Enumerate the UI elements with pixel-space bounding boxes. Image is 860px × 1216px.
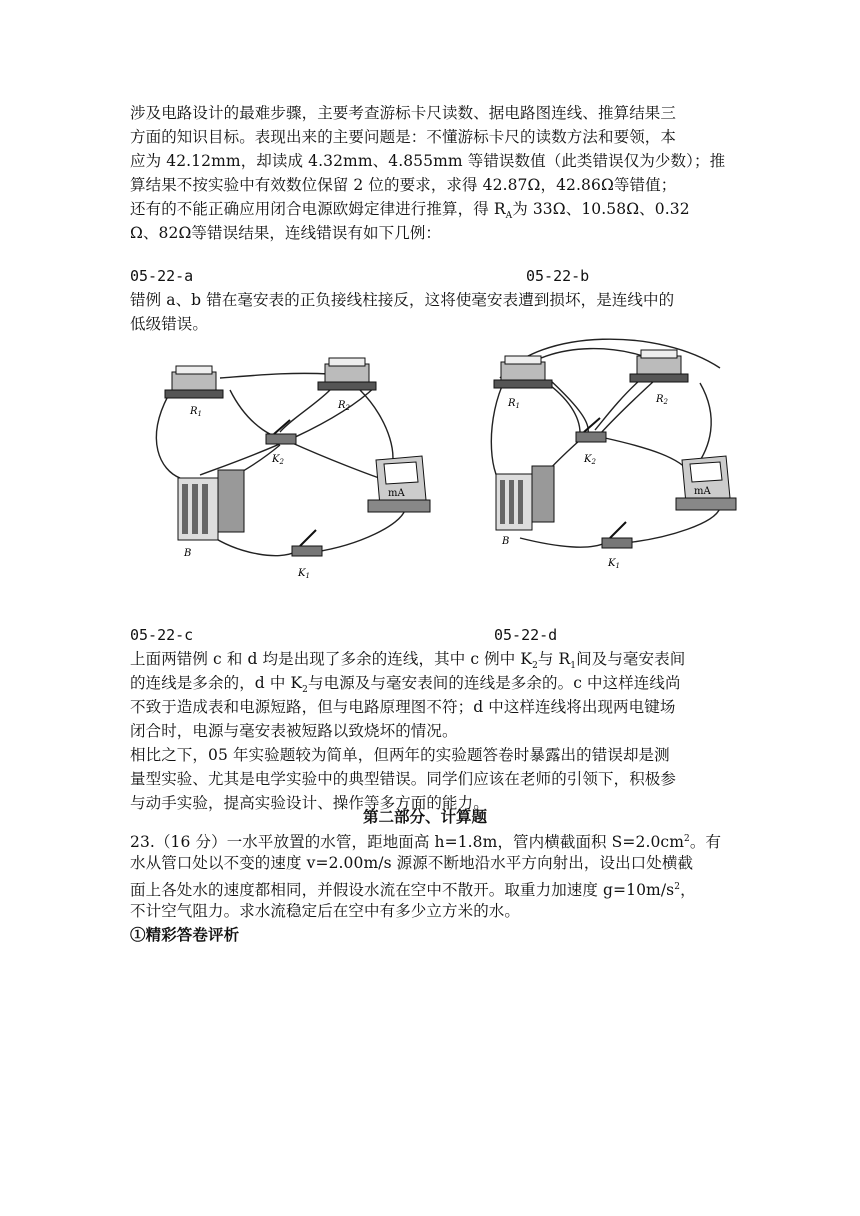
para4-line2: 量型实验、尤其是电学实验中的典型错误。同学们应该在老师的引领下，积极参 [130,770,677,788]
svg-text:mA: mA [388,488,405,499]
milliammeter-icon [368,456,430,512]
rheostat-r1-icon [165,366,223,398]
para4-line1: 相比之下，05 年实验题较为简单，但两年的实验题答卷时暴露出的错误却是测 [130,746,670,764]
problem-line4: 不计空气阻力。求水流稳定后在空中有多少立方米的水。 [130,902,521,920]
para3-line1: 上面两错例 c 和 d 均是出现了多余的连线，其中 c 例中 $K_2$与 $R_1$间及与毫安表间 [130,650,686,672]
figure-label-d: 05-22-d [494,626,558,644]
svg-text:K1: $K_1$ [298,568,310,580]
svg-text:R2: $R_2$ [656,394,668,406]
svg-text:B: B [502,536,510,547]
circuit-diagram-c [140,350,440,590]
rheostat-r2-icon [318,358,376,390]
svg-text:R1: $R_1$ [508,398,520,410]
figure-label-a: 05-22-a [130,267,194,285]
para2-line2: 低级错误。 [130,315,209,333]
para3-line3: 不致于造成表和电源短路，但与电路原理图不符；d 中这样连线将出现两电键场 [130,698,676,716]
subheading: ①精彩答卷评析 [130,925,240,944]
svg-text:R1: $R_1$ [190,406,202,418]
svg-text:B: B [184,548,192,559]
para3-line4: 闭合时，电源与毫安表被短路以致烧坏的情况。 [130,722,458,740]
para1-line2: 方面的知识目标。表现出来的主要问题是：不懂游标卡尺的读数方法和要领，本 [130,128,677,146]
figure-label-b: 05-22-b [526,267,590,285]
para1-line4: 算结果不按实验中有效数位保留 2 位的要求，求得 42.87Ω，42.86Ω等错值； [130,176,677,194]
battery-icon [178,470,244,540]
problem-line3: 面上各处水的速度都相同，并假设水流在空中不散开。取重力加速度 $g=10m/s^2$， [130,881,696,900]
para1-line3: 应为 42.12mm，却读成 4.32mm、4.855mm 等错误数值（此类错误仅为少数）；推 [130,152,726,170]
para3-line2: 的连线是多余的，d 中 $K_2$与电源及与毫安表间的连线是多余的。c 中这样连线尚 [130,674,681,696]
para1-line1: 涉及电路设计的最难步骤，主要考查游标卡尺读数、据电路图连线、推算结果三 [130,104,677,122]
circuit-diagram-d [480,338,780,588]
switch-k1-icon [292,530,322,556]
svg-text:K1: $K_1$ [608,558,620,570]
problem-line2: 水从管口处以不变的速度 v=2.00m/s 源源不断地沿水平方向射出，设出口处横截 [130,854,694,872]
svg-text:K2: $K_2$ [584,454,596,466]
para1-line6: Ω、82Ω等错误结果，连线错误有如下几例： [130,224,442,242]
para1-line5: 还有的不能正确应用闭合电源欧姆定律进行推算，得 $R_A$为 33Ω、10.58Ω、0.32 [130,200,690,222]
section-heading: 第二部分、计算题 [362,807,487,826]
svg-text:R2: $R_2$ [338,400,350,412]
figure-label-c: 05-22-c [130,626,194,644]
svg-text:K2: $K_2$ [272,454,284,466]
switch-k2-icon [266,420,296,444]
para2-line1: 错例 a、b 错在毫安表的正负接线柱接反，这将使毫安表遭到损坏，是连线中的 [130,291,675,309]
para4-line3: 与动手实验，提高实验设计、操作等多方面的能力。 [130,794,489,812]
svg-text:mA: mA [694,486,711,497]
problem-line1: 23.（16 分）一水平放置的水管，距地面高 h=1.8m，管内横截面积 $S=2.0cm^2$。有 [130,833,722,852]
